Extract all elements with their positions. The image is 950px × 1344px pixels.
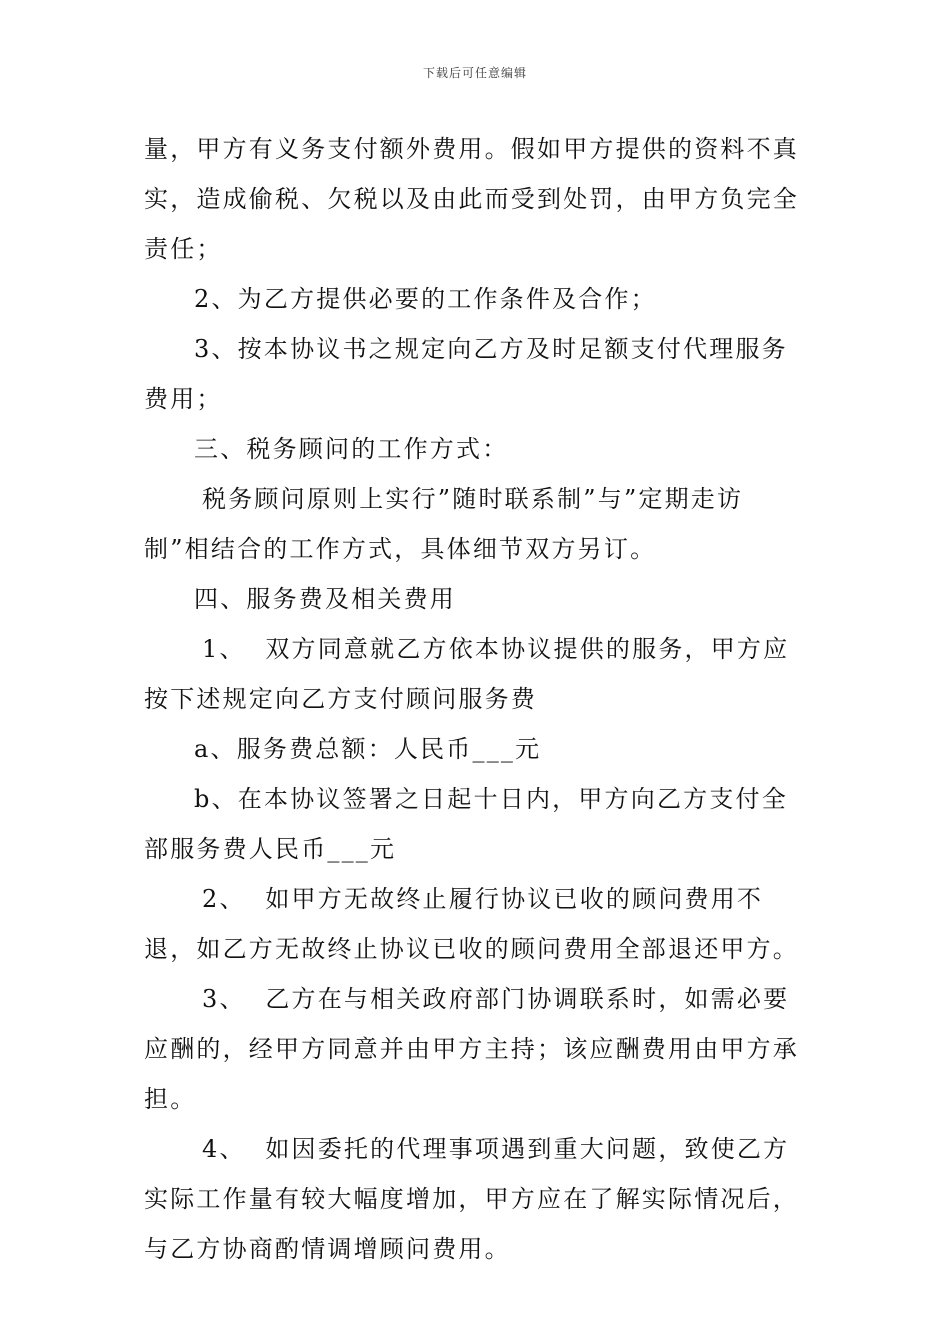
section-heading-work-method: 三、税务顾问的工作方式： [194, 435, 509, 463]
paragraph-obligation-end: 量，甲方有义务支付额外费用。假如甲方提供的资料不真实，造成偷税、欠税以及由此而受到处罚，由甲方负完全责任； [144, 135, 799, 263]
paragraph-fee-item-3: 3、 乙方在与相关政府部门协调联系时，如需必要应酬的，经甲方同意并由甲方主持；该应酬费用由甲方承担。 [144, 985, 799, 1113]
download-note: 下载后可任意编辑 [422, 66, 527, 80]
paragraph-fee-total: a、服务费总额：人民币___元 [194, 735, 542, 763]
document-body [144, 124, 809, 1274]
paragraph-fee-item-2: 2、 如甲方无故终止履行协议已收的顾问费用不退，如乙方无故终止协议已收的顾问费用全部退还甲方。 [144, 885, 799, 963]
paragraph-fee-payment: b、在本协议签署之日起十日内，甲方向乙方支付全部服务费人民币___元 [144, 785, 788, 863]
paragraph-fee-item-1: 1、 双方同意就乙方依本协议提供的服务，甲方应按下述规定向乙方支付顾问服务费 [144, 635, 790, 713]
paragraph-item-2: 2、为乙方提供必要的工作条件及合作； [194, 285, 657, 313]
paragraph-item-3: 3、按本协议书之规定向乙方及时足额支付代理服务费用； [144, 335, 788, 413]
paragraph-fee-item-4: 4、 如因委托的代理事项遇到重大问题，致使乙方实际工作量有较大幅度增加，甲方应在了解实际情况后，与乙方协商酌情调增顾问费用。 [144, 1135, 799, 1263]
section-heading-fees: 四、服务费及相关费用 [194, 585, 456, 613]
paragraph-work-method: 税务顾问原则上实行”随时联系制”与”定期走访制”相结合的工作方式，具体细节双方另订。 [144, 485, 744, 563]
